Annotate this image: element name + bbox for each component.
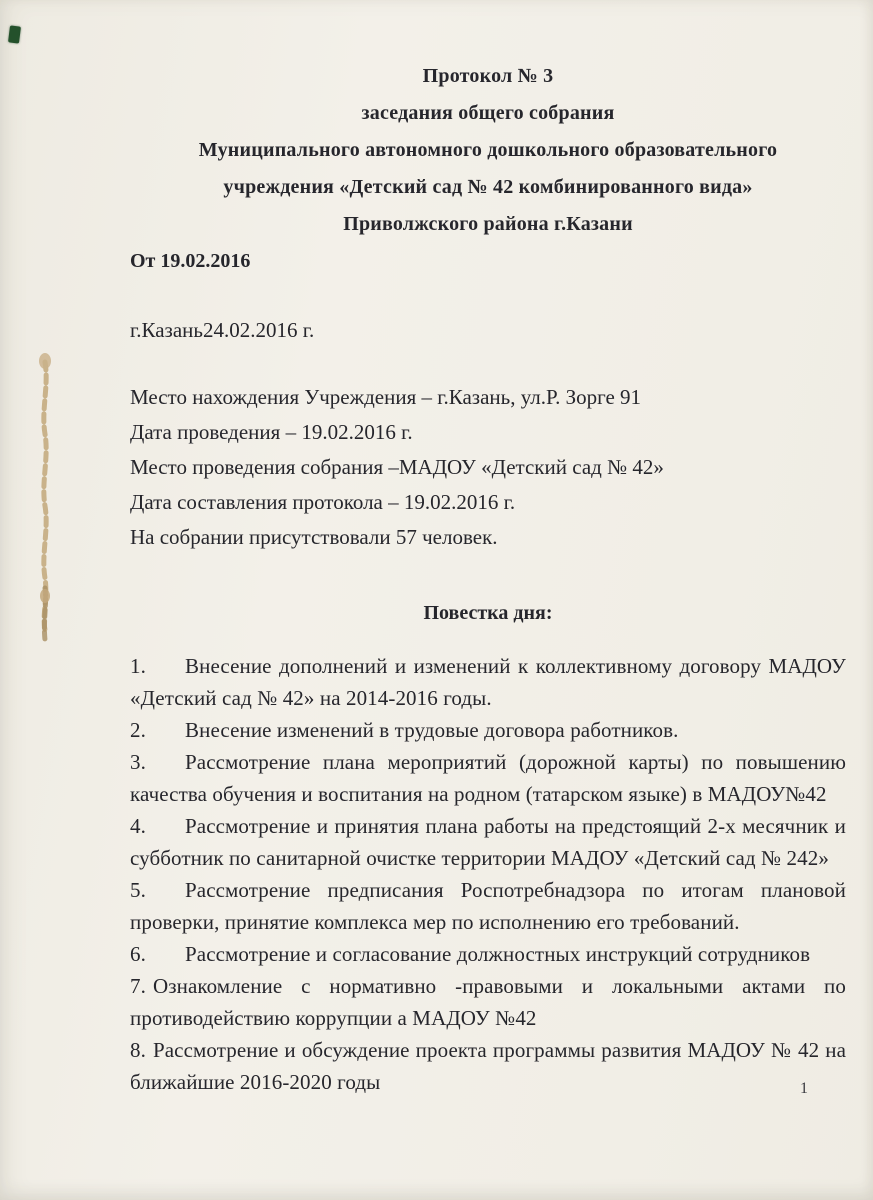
agenda-item-number: 8. — [130, 1038, 146, 1062]
agenda-list — [130, 650, 846, 1098]
agenda-item-2 — [130, 714, 846, 746]
agenda-item-number: 3. — [130, 750, 146, 774]
agenda-item-text: Рассмотрение и согласование должностных инструкций сотрудников — [185, 942, 811, 966]
meta-attendance: На собрании присутствовали 57 человек. — [130, 525, 498, 549]
agenda-item-1 — [130, 650, 846, 714]
agenda-item-3 — [130, 746, 846, 810]
agenda-item-6 — [130, 938, 846, 970]
title-line-protocol-number: Протокол № 3 — [422, 65, 554, 87]
agenda-item-number: 5. — [130, 878, 146, 902]
agenda-item-number: 2. — [130, 718, 146, 742]
document-content — [130, 58, 846, 1098]
agenda-item-number: 4. — [130, 814, 146, 838]
city-date-line: г.Казань24.02.2016 г. — [130, 318, 315, 342]
meta-protocol-date: Дата составления протокола – 19.02.2016 г. — [130, 490, 516, 514]
meta-location: Место нахождения Учреждения – г.Казань, ул.Р. Зорге 91 — [130, 385, 642, 409]
meta-held-date: Дата проведения – 19.02.2016 г. — [130, 420, 413, 444]
agenda-heading: Повестка дня: — [423, 602, 553, 624]
agenda-item-number: 1. — [130, 654, 146, 678]
agenda-item-4 — [130, 810, 846, 874]
document-title — [130, 58, 846, 243]
page-number: 1 — [800, 1080, 808, 1097]
meta-block — [130, 380, 846, 555]
agenda-item-text: Рассмотрение и принятия плана работы на предстоящий 2-х месячник и субботник по санитарной очистке территории МАДОУ «Детский сад № 242» — [130, 814, 846, 870]
protocol-from-date: От 19.02.2016 — [130, 250, 251, 272]
title-line-institution-1: Муниципального автономного дошкольного образовательного — [198, 139, 778, 161]
title-line-district: Приволжского района г.Казани — [343, 213, 633, 235]
agenda-item-text: Рассмотрение и обсуждение проекта программы развития МАДОУ № 42 на ближайшие 2016-2020 годы — [130, 1038, 846, 1094]
title-line-institution-2: учреждения «Детский сад № 42 комбинированного вида» — [223, 176, 753, 198]
corner-mark — [8, 25, 21, 43]
agenda-item-7 — [130, 970, 846, 1034]
agenda-item-text: Рассмотрение плана мероприятий (дорожной карты) по повышению качества обучения и воспитания на родном (татарском языке) в МАДОУ№42 — [130, 750, 846, 806]
agenda-item-text: Ознакомление с нормативно -правовыми и локальными актами по противодействию коррупции а МАДОУ №42 — [130, 974, 846, 1030]
agenda-item-8 — [130, 1034, 846, 1098]
agenda-item-text: Рассмотрение предписания Роспотребнадзора по итогам плановой проверки, принятие комплекса мер по исполнению его требований. — [130, 878, 846, 934]
agenda-item-text: Внесение изменений в трудовые договора работников. — [185, 718, 679, 742]
agenda-item-number: 7. — [130, 974, 146, 998]
agenda-item-5 — [130, 874, 846, 938]
agenda-item-text: Внесение дополнений и изменений к коллективному договору МАДОУ «Детский сад № 42» на 2014-2016 годы. — [130, 654, 846, 710]
binding-thread-decoration — [32, 352, 58, 652]
agenda-item-number: 6. — [130, 942, 146, 966]
title-line-meeting: заседания общего собрания — [361, 102, 615, 124]
meta-venue: Место проведения собрания –МАДОУ «Детский сад № 42» — [130, 455, 664, 479]
